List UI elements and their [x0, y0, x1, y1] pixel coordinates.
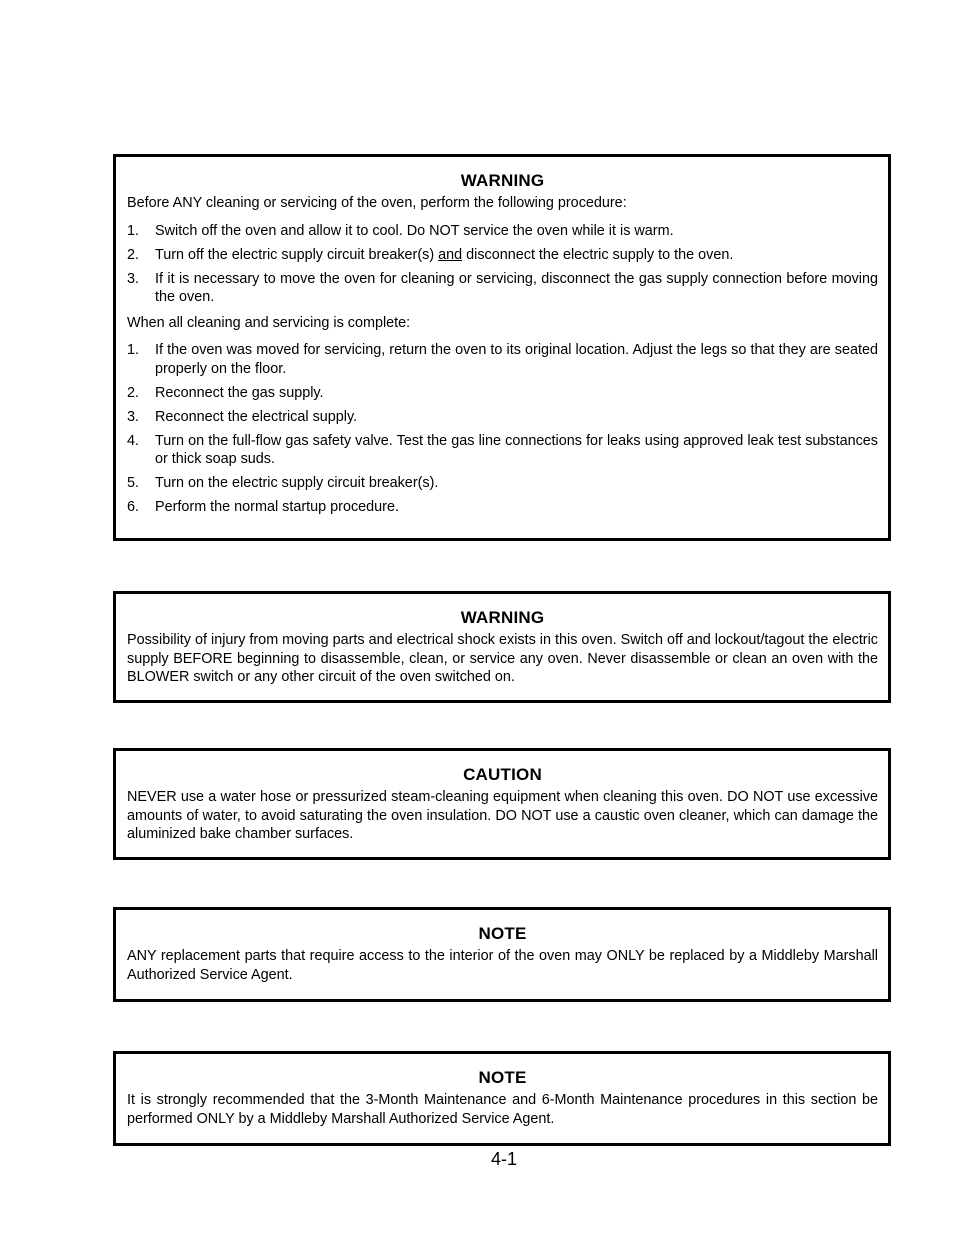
- after-intro: When all cleaning and servicing is complete:: [127, 314, 411, 331]
- note-text: It is strongly recommended that the 3-Month Maintenance and 6-Month Maintenance procedures in this section be performed ONLY by a Middleby Marshall Authorized Service Agent.: [127, 1092, 878, 1127]
- page-number: 4-1: [490, 1149, 517, 1169]
- warning-box-procedure: [113, 154, 891, 541]
- underlined-word: and: [438, 246, 463, 263]
- note-box-maintenance: [113, 1051, 891, 1146]
- warning-box-moving-parts: [113, 591, 891, 703]
- list-item: 4. Turn on the full-flow gas safety valve. Test the gas line connections for leaks using approved leak test substances or thick soap suds.: [127, 432, 878, 467]
- caution-box: [113, 748, 891, 860]
- warning-intro: Before ANY cleaning or servicing of the oven, perform the following procedure:: [127, 195, 627, 211]
- warning-text: Possibility of injury from moving parts and electrical shock exists in this oven. Switch off and lockout/tagout the electric supply BEFORE beginning to disassemble, clean, or service any oven. Never disassemble or clean an oven with the BLOWER switch or any other circuit of the oven switched on.: [127, 632, 878, 685]
- list-item: 5. Turn on the electric supply circuit breaker(s).: [127, 475, 439, 491]
- before-steps-list: [127, 222, 878, 307]
- list-item: 6. Perform the normal startup procedure.: [127, 499, 399, 515]
- after-steps-list: [127, 341, 878, 517]
- caution-title: CAUTION: [463, 765, 542, 784]
- list-item: 3. If it is necessary to move the oven for cleaning or servicing, disconnect the gas supply connection before moving the oven.: [127, 270, 878, 305]
- note-text: ANY replacement parts that require access to the interior of the oven may ONLY be replaced by a Middleby Marshall Authorized Service Agent.: [127, 948, 878, 983]
- warning-title: WARNING: [460, 171, 545, 190]
- note-title: NOTE: [478, 1068, 527, 1087]
- list-item: 2. Reconnect the gas supply.: [127, 384, 324, 401]
- caution-text: NEVER use a water hose or pressurized steam-cleaning equipment when cleaning this oven. DO NOT use excessive amounts of water, to avoid saturating the oven insulation. DO NOT use a caustic oven cleaner, which can damage the aluminized bake chamber surfaces.: [127, 789, 878, 842]
- list-item: 1. Switch off the oven and allow it to cool. Do NOT service the oven while it is warm.: [127, 222, 674, 239]
- list-item: 1. If the oven was moved for servicing, return the oven to its original location. Adjust the legs so that they are seated properly on the floor.: [127, 342, 878, 377]
- list-item: 3. Reconnect the electrical supply.: [127, 408, 358, 425]
- warning-title: WARNING: [460, 608, 545, 627]
- note-box-replacement-parts: [113, 907, 891, 1002]
- list-item: 2. Turn off the electric supply circuit breaker(s) and disconnect the electric supply to the oven.: [127, 246, 734, 263]
- note-title: NOTE: [478, 924, 527, 943]
